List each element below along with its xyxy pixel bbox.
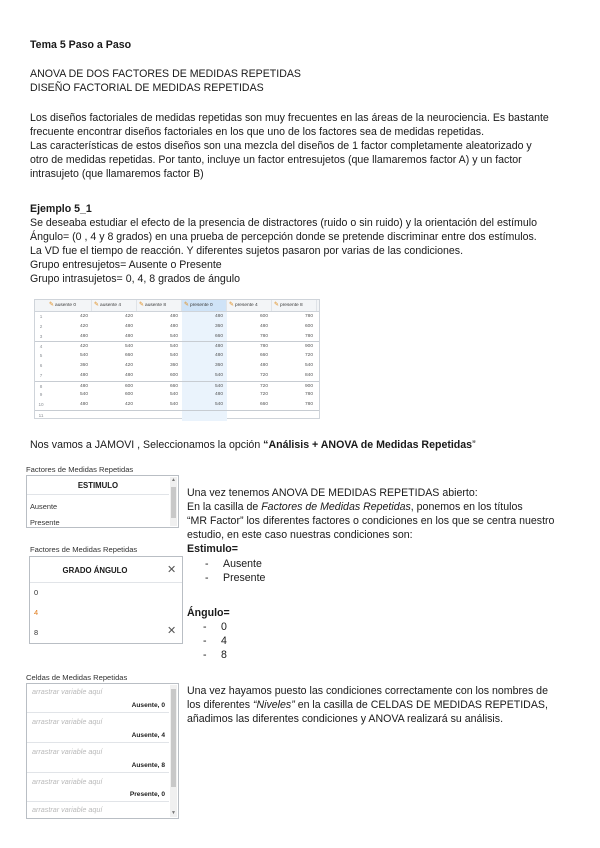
table-cell[interactable]: 480 [124, 333, 133, 339]
cell-ausente-0[interactable]: Ausente, 0 [29, 702, 165, 709]
angulo-item: 8 [221, 649, 227, 661]
table-cell[interactable]: 720 [259, 383, 268, 389]
table-cell[interactable]: 420 [79, 314, 88, 319]
panel2-label: Factores de Medidas Repetidas [30, 545, 138, 554]
row-number: 11 [38, 413, 44, 418]
example-line-2: Ángulo= (0 , 4 y 8 grados) en una prueba de percepción donde se pretende discriminar entre dos estímulos. [30, 231, 537, 243]
row-number: 2 [39, 323, 43, 329]
table-cell[interactable]: 480 [79, 402, 88, 408]
example-line-3: La VD fue el tiempo de reacción. Y diferentes sujetos pasaron por varias de las condiciones. [30, 245, 464, 257]
table-cell[interactable]: 540 [79, 353, 88, 359]
divider [30, 582, 182, 583]
table-cell[interactable]: 480 [259, 323, 268, 329]
table-cell[interactable]: 600 [124, 383, 133, 389]
heading-2: DISEÑO FACTORIAL DE MEDIDAS REPETIDAS [30, 82, 264, 94]
row-number: 6 [39, 363, 43, 368]
pencil-icon: ✎ [184, 302, 190, 308]
page-title: Tema 5 Paso a Paso [30, 39, 132, 51]
factor-panel-estimulo [26, 475, 179, 528]
row-number-header [35, 300, 47, 311]
panel3-label: Celdas de Medidas Repetidas [26, 673, 128, 682]
bullet-dash: - [205, 558, 209, 570]
pencil-icon: ✎ [139, 302, 145, 308]
table-cell[interactable]: 480 [182, 390, 227, 400]
table-cell[interactable]: 900 [304, 344, 313, 350]
table-cell[interactable] [92, 411, 137, 421]
table-cell[interactable]: 600 [124, 392, 133, 398]
table-cell[interactable]: 480 [259, 363, 268, 368]
cell-ausente-8[interactable]: Ausente, 8 [29, 762, 165, 769]
table-cell[interactable]: 660 [124, 353, 133, 359]
divider [27, 494, 169, 495]
jamovi-intro-option: “Análisis + ANOVA de Medidas Repetidas [263, 439, 473, 451]
table-row [35, 351, 319, 361]
estimulo-label: Estimulo= [187, 543, 238, 555]
angulo-item: 0 [221, 621, 227, 633]
bullet-dash: - [203, 649, 207, 661]
row-number: 5 [39, 353, 43, 359]
table-cell[interactable]: 540 [124, 344, 133, 350]
table-cell[interactable]: 840 [304, 372, 313, 378]
row-number: 3 [39, 333, 43, 339]
instructions-line-3: “MR Factor” los diferentes factores o condiciones en los que se centra nuestro [187, 515, 555, 527]
table-cell[interactable]: 780 [304, 314, 313, 319]
column-header[interactable]: ✎presente 4 [227, 300, 272, 311]
column-header[interactable]: ✎presente 8 [272, 300, 317, 311]
intro-line-5: intrasujeto (que llamaremos factor B) [30, 168, 204, 180]
scrollbar[interactable] [170, 685, 177, 817]
table-cell[interactable]: 420 [79, 323, 88, 329]
cells-instructions-line-1: Una vez hayamos puesto las condiciones correctamente con los nombres de [187, 685, 548, 697]
table-cell[interactable]: 480 [182, 342, 227, 352]
intro-line-2: frecuente encontrar diseños factoriales en los que uno de los factores sea de medidas repetidas. [30, 126, 485, 138]
table-cell[interactable]: 420 [124, 363, 133, 368]
table-cell[interactable] [182, 411, 227, 421]
drop-placeholder[interactable]: arrastrar variable aquí [32, 777, 103, 786]
row-number: 7 [39, 372, 43, 378]
table-cell[interactable]: 780 [304, 333, 313, 339]
table-cell[interactable]: 600 [169, 372, 178, 378]
column-header[interactable]: ✎presente 0 [182, 300, 227, 311]
cell-ausente-4[interactable]: Ausente, 4 [29, 732, 165, 739]
table-row [35, 400, 319, 410]
divider [27, 742, 169, 743]
cells-instructions-line-2 [187, 698, 548, 712]
intro-line-4: otro de medidas repetidas. Por tanto, incluye un factor entresujetos (que llamaremos factor A) y un factor [30, 154, 522, 166]
angulo-item: 4 [221, 635, 227, 647]
instructions-line-4: estudio, en este caso nuestras condiciones son: [187, 529, 413, 541]
scroll-up-icon[interactable]: ▲ [171, 477, 176, 483]
intro-line-3: Las características de estos diseños son una mezcla del diseños de 1 factor completamente aleatorizado y [30, 140, 532, 152]
table-cell[interactable] [227, 411, 272, 421]
drop-placeholder[interactable]: arrastrar variable aquí [32, 805, 103, 814]
table-cell[interactable]: 660 [259, 402, 268, 408]
table-cell[interactable]: 540 [169, 353, 178, 359]
example-title: Ejemplo 5_1 [30, 203, 92, 215]
pencil-icon: ✎ [94, 302, 100, 308]
table-cell[interactable]: 420 [79, 344, 88, 350]
level-presente[interactable]: Presente [30, 518, 60, 527]
table-cell[interactable]: 540 [304, 363, 313, 368]
table-cell[interactable]: 780 [259, 344, 268, 350]
divider [27, 772, 169, 773]
table-cell[interactable]: 660 [169, 383, 178, 389]
table-cell[interactable]: 780 [304, 402, 313, 408]
close-icon[interactable]: ✕ [167, 625, 177, 637]
angulo-label: Ángulo= [187, 607, 230, 619]
table-cell[interactable]: 780 [304, 392, 313, 398]
table-cell[interactable]: 420 [124, 314, 133, 319]
instructions-italic: Factores de Medidas Repetidas [261, 501, 411, 513]
cells-instructions-text: en la casilla de CELDAS DE MEDIDAS REPETIDAS, [294, 699, 548, 711]
table-cell[interactable]: 420 [124, 402, 133, 408]
example-line-1: Se deseaba estudiar el efecto de la presencia de distractores (ruido o sin ruido) y la orientación del estímulo [30, 217, 538, 229]
table-cell[interactable]: 660 [182, 332, 227, 342]
table-cell[interactable]: 480 [124, 323, 133, 329]
table-cell[interactable]: 660 [259, 353, 268, 359]
table-cell[interactable]: 540 [169, 333, 178, 339]
row-number: 8 [39, 383, 43, 389]
table-row [35, 312, 319, 322]
factor-name-estimulo[interactable]: ESTIMULO [77, 481, 119, 490]
table-cell[interactable]: 480 [169, 314, 178, 319]
factor-panel-angulo [29, 556, 183, 644]
table-cell[interactable]: 480 [182, 312, 227, 322]
scrollbar-thumb[interactable] [171, 689, 176, 787]
example-line-4: Grupo entresujetos= Ausente o Presente [30, 259, 222, 271]
table-cell[interactable]: 360 [182, 361, 227, 371]
drop-placeholder[interactable]: arrastrar variable aquí [32, 717, 103, 726]
drop-placeholder[interactable]: arrastrar variable aquí [32, 687, 103, 696]
cells-instructions-italic: “Niveles” [252, 699, 295, 711]
bullet-dash: - [203, 621, 207, 633]
table-row [35, 322, 319, 332]
pencil-icon: ✎ [229, 302, 235, 308]
table-cell[interactable]: 720 [259, 372, 268, 378]
table-cell[interactable]: 540 [182, 371, 227, 381]
panel1-label: Factores de Medidas Repetidas [26, 465, 134, 474]
table-row [35, 361, 319, 371]
table-cell[interactable]: 600 [259, 314, 268, 319]
column-header[interactable]: ✎ausente 0 [47, 300, 92, 311]
factor-name-angulo[interactable]: GRADO ÁNGULO [62, 566, 128, 575]
table-cell[interactable]: 480 [124, 372, 133, 378]
bullet-dash: - [205, 572, 209, 584]
jamovi-intro [30, 438, 476, 452]
spreadsheet-header [35, 300, 319, 312]
table-cell[interactable]: 900 [304, 383, 313, 389]
level-4[interactable]: 4 [34, 608, 39, 617]
table-cell[interactable] [137, 411, 182, 421]
heading-1: ANOVA DE DOS FACTORES DE MEDIDAS REPETIDAS [30, 68, 301, 80]
instructions-text: , ponemos en los títulos [410, 501, 523, 513]
table-cell[interactable] [47, 411, 92, 421]
table-cell[interactable]: 720 [304, 353, 313, 359]
cells-instructions-text: los diferentes [187, 699, 253, 711]
instructions-text: En la casilla de [187, 501, 262, 513]
table-cell[interactable]: 360 [79, 363, 88, 368]
cells-panel [26, 683, 179, 819]
scrollbar-thumb[interactable] [171, 487, 176, 518]
instructions-line-1: Una vez tenemos ANOVA DE MEDIDAS REPETIDAS abierto: [187, 487, 478, 499]
cells-instructions-line-3: añadimos las diferentes condiciones y ANOVA realizará su análisis. [187, 713, 504, 725]
row-number: 9 [39, 392, 43, 398]
level-8[interactable]: 8 [34, 628, 39, 637]
table-cell[interactable]: 540 [169, 392, 178, 398]
table-row [35, 390, 319, 400]
table-cell[interactable]: 360 [169, 363, 178, 368]
drop-placeholder[interactable]: arrastrar variable aquí [32, 747, 103, 756]
table-cell[interactable]: 780 [259, 333, 268, 339]
data-spreadsheet [34, 299, 320, 419]
cell-presente-0[interactable]: Presente, 0 [29, 791, 165, 798]
table-cell[interactable]: 540 [79, 392, 88, 398]
table-row [35, 371, 319, 381]
level-ausente[interactable]: Ausente [30, 502, 58, 511]
scrollbar[interactable] [170, 477, 177, 526]
bullet-dash: - [203, 635, 207, 647]
column-header[interactable]: ✎ausente 4 [92, 300, 137, 311]
table-cell[interactable]: 480 [182, 351, 227, 361]
row-number: 10 [38, 402, 44, 408]
table-cell[interactable] [272, 411, 317, 421]
row-number: 4 [39, 344, 43, 350]
scroll-down-icon[interactable]: ▼ [171, 810, 176, 816]
table-cell[interactable]: 540 [169, 344, 178, 350]
jamovi-intro-close-quote: ” [472, 439, 476, 451]
column-header[interactable]: ✎ausente 8 [137, 300, 182, 311]
table-cell[interactable]: 540 [182, 382, 227, 392]
table-cell[interactable]: 480 [169, 323, 178, 329]
pencil-icon: ✎ [274, 302, 280, 308]
table-cell[interactable]: 360 [182, 322, 227, 332]
table-cell[interactable]: 540 [169, 402, 178, 408]
table-cell[interactable]: 720 [259, 392, 268, 398]
table-cell[interactable]: 480 [79, 372, 88, 378]
table-row [35, 332, 319, 342]
level-0[interactable]: 0 [34, 588, 39, 597]
example-line-5: Grupo intrasujetos= 0, 4, 8 grados de ángulo [30, 273, 240, 285]
estimulo-item: Ausente [223, 558, 262, 570]
divider [27, 712, 169, 713]
jamovi-intro-text: Nos vamos a JAMOVI , Seleccionamos la opción [30, 439, 264, 451]
table-cell[interactable]: 480 [79, 383, 88, 389]
pencil-icon: ✎ [49, 302, 55, 308]
table-cell[interactable]: 540 [182, 400, 227, 410]
divider [27, 801, 169, 802]
instructions-line-2 [187, 500, 523, 514]
close-icon[interactable]: ✕ [167, 564, 177, 576]
intro-line-1: Los diseños factoriales de medidas repetidas son muy frecuentes en las áreas de la neurociencia. Es bastante [30, 112, 549, 124]
estimulo-item: Presente [223, 572, 266, 584]
table-row [35, 410, 319, 421]
table-cell[interactable]: 480 [79, 333, 88, 339]
row-number: 1 [39, 314, 43, 319]
table-cell[interactable]: 600 [304, 323, 313, 329]
